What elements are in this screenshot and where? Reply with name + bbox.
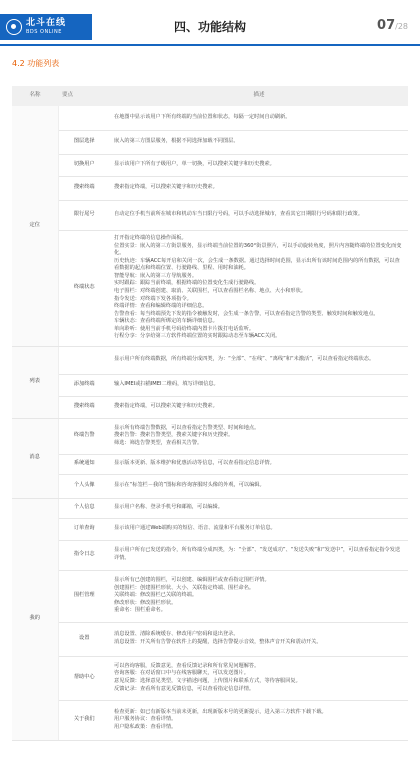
table-row: [12, 656, 408, 700]
description-line: 指令发送：对终端下发各项指令。: [114, 295, 192, 302]
description-line: 输入IMEI或扫描IMEI二维码，填写详细信息。: [114, 381, 219, 388]
description-line: 搜索告警：搜索告警类型，搜索关键字和历史搜索。: [114, 432, 234, 439]
section-title: 4.2 功能列表: [12, 59, 60, 68]
description-line: 在地图中显示该用户下所有终端的当前位置和状态，每隔一定时间自动刷新。: [114, 113, 291, 120]
description-line: 单向聆听：使用当前手机号码给终端内置卡片拨打电话监听。: [114, 325, 255, 332]
description-cell: [110, 454, 408, 474]
description-cell: [110, 570, 408, 622]
description-line: 显示用户所有已发送的指令，所有终端分成四类，为：“全部”、“发送成功”、“发送失败”和“发送中”，可以查看指定指令发送详情。: [114, 547, 401, 561]
table-row: [12, 154, 408, 176]
function-cell: 终端告警: [58, 418, 110, 454]
page-title: 四、功能结构: [173, 20, 246, 34]
function-cell: [58, 346, 110, 374]
description-line: 重命名：围栏重命名。: [114, 607, 166, 614]
function-cell: 切换用户: [58, 154, 110, 176]
function-cell: 围栏管理: [58, 570, 110, 622]
description-cell: [110, 346, 408, 374]
table-row: [12, 700, 408, 740]
description-cell: [110, 230, 408, 346]
description-line: 显示用户所有终端数据，所有终端分成四类，为：“全部”、“在线”、“离线”和“未激活”，可以查看指定终端状态。: [114, 356, 375, 363]
description-line: 终端详情：查看和编辑终端的详细信息。: [114, 303, 208, 310]
function-cell: 搜索终端: [58, 396, 110, 418]
table-row: [12, 130, 408, 154]
description-line: 车辆状态：查看终端所绑定的车辆详细信息。: [114, 318, 218, 325]
description-line: 意见反馈：选择意见类型，文字描述问题，上传图片和联系方式，等待客服回复。: [114, 678, 301, 684]
function-cell: 关于我们: [58, 700, 110, 740]
function-cell: 添加终端: [58, 374, 110, 396]
description-line: 用户隐私政策：查看详情。: [114, 723, 177, 730]
description-line: 关联终端：修改围栏已关联的终端。: [114, 592, 198, 599]
description-cell: [110, 622, 408, 656]
table-row: [12, 540, 408, 570]
description-cell: [110, 700, 408, 740]
page-number: [377, 18, 408, 33]
description-line: 智能导航：嵌入的第三方导航服务。: [114, 272, 198, 279]
table-body: [12, 106, 408, 740]
description-line: 告警查看：每当终端预先下发的指令被触发时，会生成一条告警，可以查看指定告警的类型、触发时间和触发地点。: [114, 310, 379, 317]
function-cell: 终端状态: [58, 230, 110, 346]
description-line: 咨询客服：在对话窗口中与在线客服聊天，可以发送图片。: [114, 670, 249, 677]
description-line: 修改形状：修改围栏形状。: [114, 599, 177, 606]
logo-english: BDS ONLINE: [26, 29, 62, 35]
feature-table: [12, 86, 408, 741]
function-cell: [58, 106, 110, 130]
description-line: 可以咨询客服，反馈意见，查看反馈记录和所有常见问题解答。: [114, 662, 260, 669]
description-line: 消息设置：开关所有告警在软件上的提醒，选择告警提示音效，整体声音开关和震动开关。: [114, 639, 322, 645]
description-cell: [110, 656, 408, 700]
table-row: [12, 200, 408, 230]
description-line: 用户服务协议：查看详情。: [114, 716, 177, 723]
function-cell: 个人头像: [58, 474, 110, 498]
description-cell: [110, 474, 408, 498]
table-row: [12, 498, 408, 518]
description-line: 显示所有终端告警数据，可以查看指定告警类型、时间和地点。: [114, 424, 260, 431]
description-cell: [110, 418, 408, 454]
description-cell: [110, 374, 408, 396]
total-pages: /28: [395, 22, 408, 31]
table-row: [12, 230, 408, 346]
table-row: [12, 396, 408, 418]
function-cell: 指令日志: [58, 540, 110, 570]
description-line: 显示该用户下所有子级用户，单一切换，可以搜索关键字和历史搜索。: [114, 161, 275, 168]
description-line: 打开指定终端的信息操作面板。: [114, 235, 187, 242]
description-cell: [110, 106, 408, 130]
column-header-description: 描述: [110, 86, 408, 106]
function-cell: 订单查询: [58, 518, 110, 540]
category-cell: 消息: [12, 418, 58, 498]
description-cell: [110, 498, 408, 518]
description-line: 电子围栏：对终端创建、取消、关联围栏，可以查看围栏名称、地点、大小和形状。: [114, 288, 306, 294]
column-header-key-point: 要点: [58, 86, 110, 106]
description-line: 创建围栏：创建围栏形状、大小、关联指定终端、围栏命名。: [114, 584, 255, 591]
table-row: [12, 346, 408, 374]
function-cell: 帮助中心: [58, 656, 110, 700]
description-line: 历史轨迹：车辆ACC每开启和关闭一次，会生成一条数据。通过选择时间范围，显示出所有该时间范围内的所有数据，可以查看数据的起点和终端位置、行驶路线、里程、用时和油耗。: [114, 257, 400, 272]
category-cell: 定位: [12, 106, 58, 346]
description-cell: [110, 130, 408, 154]
table-row: [12, 454, 408, 474]
description-line: 显示用户名称、登录手机号和邮箱，可以编辑。: [114, 504, 223, 511]
table-row: [12, 570, 408, 622]
description-line: 嵌入的第三方图层服务，根据不同选择加载不同图层。: [114, 138, 239, 145]
function-cell: 系统通知: [58, 454, 110, 474]
description-line: 显示版本更新、版本维护和优惠活动等信息，可以查看指定信息详情。: [114, 460, 275, 467]
description-line: 消息设置、清除系统缓存、修改用户密码和退出登录。: [114, 631, 239, 638]
table-row: [12, 474, 408, 498]
description-cell: [110, 518, 408, 540]
column-header-name: 名称: [12, 86, 58, 106]
function-cell: 个人信息: [58, 498, 110, 518]
function-cell: 限行尾号: [58, 200, 110, 230]
description-cell: [110, 200, 408, 230]
current-page: 07: [377, 18, 396, 33]
description-cell: [110, 396, 408, 418]
description-line: 显示该用户通过Web端购买的短信、语音、流量和平台服务订单信息。: [114, 525, 276, 532]
table-row: [12, 622, 408, 656]
category-cell: 列表: [12, 346, 58, 418]
table-row: [12, 518, 408, 540]
table-row: [12, 106, 408, 130]
description-line: 检查更新：如已有新版本当前未更新，出现新版本号的更新提示，进入第三方软件下载下载。: [114, 708, 327, 715]
description-line: 筛选：筛选告警类型，查看相关告警。: [114, 439, 203, 446]
description-cell: [110, 540, 408, 570]
page-header: [0, 0, 420, 52]
description-line: 搜索指定终端，可以搜索关键字和历史搜索。: [114, 184, 218, 191]
table-row: [12, 374, 408, 396]
table-row: [12, 176, 408, 200]
description-line: 位置实景：嵌入的第三方街景服务，显示终端当前位置的360°街景照片，可以手动旋转角度，照片内容随终端的位置变化而变化。: [114, 242, 402, 257]
table-header-row: [12, 86, 408, 106]
function-cell: 设置: [58, 622, 110, 656]
description-line: 显示在“标签栏－我的”图标和咨询客服时头像的外观，可以编辑。: [114, 482, 265, 489]
function-cell: 搜索终端: [58, 176, 110, 200]
description-line: 反馈记录：查看所有意见反馈信息，可以查看指定信息详情。: [114, 685, 255, 692]
description-line: 搜索指定终端，可以搜索关键字和历史搜索。: [114, 403, 218, 410]
category-cell: 我的: [12, 498, 58, 740]
description-line: 自动定位手机当前所在城市和机动车当日限行号码，可以手动选择城市，查看其它日期限行号码和限行政策。: [114, 211, 364, 218]
table-row: [12, 418, 408, 454]
logo-name: 北斗在线: [26, 18, 67, 28]
description-line: 显示所有已创建的围栏，可以创建、编辑围栏或查看指定围栏详情。: [114, 577, 270, 584]
header-divider: [0, 44, 420, 46]
description-line: 实时跟踪：跟踪当前终端，根据终端的位置变化生成行驶路线。: [114, 280, 260, 287]
function-cell: 图层选择: [58, 130, 110, 154]
description-cell: [110, 154, 408, 176]
description-line: 行程分享：分享给第三方软件终端位置的实时跟踪动态至车辆ACC关闭。: [114, 333, 281, 340]
description-cell: [110, 176, 408, 200]
